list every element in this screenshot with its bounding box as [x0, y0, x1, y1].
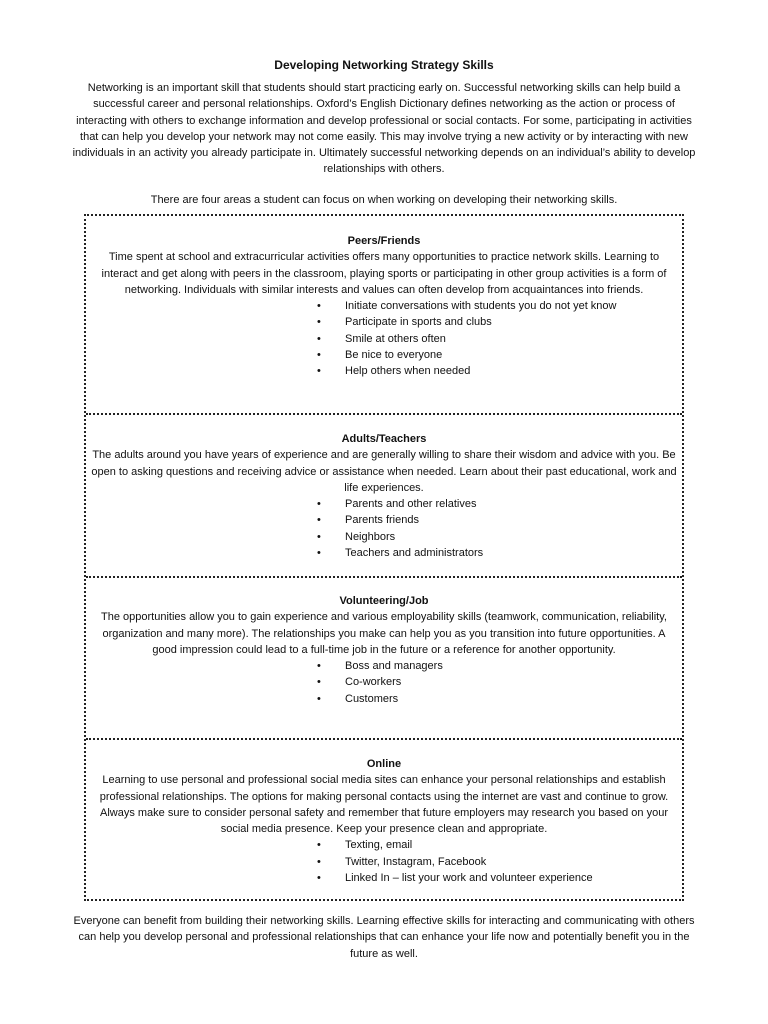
list-item: [91, 347, 677, 363]
list-item: [91, 691, 677, 707]
list-item-text: Parents friends: [345, 514, 419, 527]
lead-paragraph: There are four areas a student can focus on when working on developing their networking skills.: [150, 194, 618, 206]
list-item: [91, 298, 677, 314]
bullet-icon: •: [317, 872, 321, 885]
bullet-icon: •: [317, 660, 321, 673]
list-item-text: Parents and other relatives: [345, 498, 477, 511]
list-item: [91, 545, 677, 561]
list-item-text: Linked In – list your work and volunteer experience: [345, 872, 593, 885]
list-item-text: Participate in sports and clubs: [345, 316, 492, 329]
section-body: Time spent at school and extracurricular activities offers many opportunities to practice network skills. Learning to interact and get along with peers in the classroom, playing sports or participating in other group activities is a form of networking. Individuals with similar interests and values can often develop from acquaintances into friends.: [101, 251, 667, 296]
section-heading: Volunteering/Job: [339, 595, 429, 607]
page-title: Developing Networking Strategy Skills: [274, 58, 494, 73]
bullet-icon: •: [317, 332, 321, 345]
list-item-text: Texting, email: [345, 839, 413, 852]
list-item: [91, 837, 677, 853]
bullet-icon: •: [317, 530, 321, 543]
bullet-icon: •: [317, 514, 321, 527]
intro-paragraph: Networking is an important skill that students should start practicing early on. Successful networking skills can help build a successful career and personal relationships. Oxford’s English Dictionary defines networking as the action or process of interacting with others to exchange information and develop professional or social contacts. For some, participating in activities that can help you develop your network may not come easily. This may involve trying a new activity or by interacting with new individuals in an activity you already participate in. Ultimately successful networking depends on an individual’s ability to develop relationships with others.: [72, 82, 696, 176]
list-item-text: Neighbors: [345, 530, 396, 543]
bullet-icon: •: [317, 316, 321, 329]
section-heading: Adults/Teachers: [341, 433, 427, 445]
bullet-list: [91, 658, 677, 707]
bullet-list: [91, 496, 677, 561]
list-item-text: Be nice to everyone: [345, 349, 443, 362]
list-item: [91, 496, 677, 512]
section-volunteering-job: [86, 576, 682, 738]
list-item: [91, 658, 677, 674]
list-item-text: Twitter, Instagram, Facebook: [345, 855, 487, 868]
list-item: [91, 870, 677, 886]
section-body: Learning to use personal and professional social media sites can enhance your personal relationships and establish professional relationships. The options for making personal contacts using the internet are vast and continue to grow. Always make sure to consider personal safety and remember that future employers may research you based on your social media presence. Keep your presence clean and appropriate.: [99, 774, 669, 836]
bullet-list: [91, 837, 677, 886]
list-item: [91, 674, 677, 690]
section-body: The opportunities allow you to gain experience and various employability skills (teamwork, communication, reliability, organization and many more). The relationships you make can help you as you transition into future opportunities. A good impression could lead to a full-time job in the future or a reference for another opportunity.: [101, 611, 667, 656]
list-item-text: Initiate conversations with students you do not yet know: [345, 300, 617, 313]
focus-areas-box: [84, 214, 684, 901]
bullet-icon: •: [317, 300, 321, 313]
bullet-icon: •: [317, 547, 321, 560]
closing-paragraph: Everyone can benefit from building their networking skills. Learning effective skills for interacting and communicating with others can help you develop personal and professional relationships that can enhance your life now and potentially benefit you in the future as well.: [73, 915, 695, 960]
section-body: The adults around you have years of experience and are generally willing to share their wisdom and advice with you. Be open to asking questions and receiving advice or assistance when needed. Learn about their past educational, work and life experiences.: [91, 449, 677, 494]
section-adults-teachers: [86, 413, 682, 576]
section-online: [86, 738, 682, 899]
bullet-icon: •: [317, 839, 321, 852]
list-item-text: Boss and managers: [345, 660, 443, 673]
list-item-text: Co-workers: [345, 676, 402, 689]
bullet-icon: •: [317, 676, 321, 689]
list-item-text: Help others when needed: [345, 365, 471, 378]
list-item-text: Smile at others often: [345, 332, 446, 345]
section-heading: Peers/Friends: [347, 235, 421, 247]
list-item: [91, 314, 677, 330]
list-item-text: Teachers and administrators: [345, 547, 484, 560]
bullet-icon: •: [317, 349, 321, 362]
section-heading: Online: [366, 758, 402, 770]
bullet-icon: •: [317, 692, 321, 705]
bullet-list: [91, 298, 677, 379]
bullet-icon: •: [317, 498, 321, 511]
bullet-icon: •: [317, 855, 321, 868]
bullet-icon: •: [317, 365, 321, 378]
section-peers-friends: [86, 216, 682, 413]
list-item-text: Customers: [345, 692, 399, 705]
list-item: [91, 331, 677, 347]
list-item: [91, 363, 677, 379]
list-item: [91, 854, 677, 870]
list-item: [91, 529, 677, 545]
list-item: [91, 512, 677, 528]
